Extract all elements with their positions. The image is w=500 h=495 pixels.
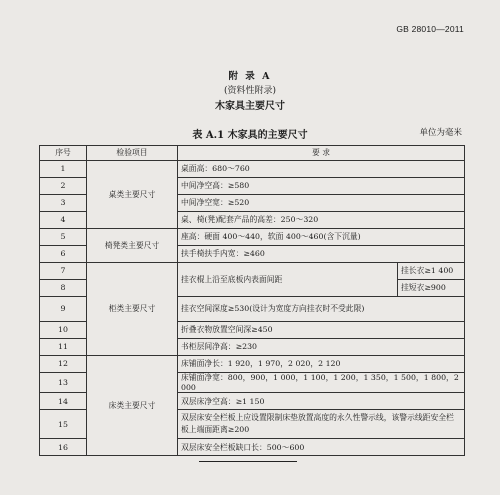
- row-requirement: 桌、椅(凳)配套产品的高差：250～320: [178, 212, 465, 229]
- row-requirement: 桌面高：680～760: [178, 161, 465, 178]
- row-sub-requirement: 挂长衣≥1 400: [398, 263, 465, 280]
- row-no: 6: [40, 246, 87, 263]
- row-no: 15: [40, 410, 87, 439]
- row-requirement: 中间净空高：≥580: [178, 178, 465, 195]
- row-requirement: 中间净空宽：≥520: [178, 195, 465, 212]
- table-caption: 表 A.1 木家具的主要尺寸: [192, 130, 308, 141]
- row-no: 3: [40, 195, 87, 212]
- row-requirement: 扶手椅扶手内宽：≥460: [178, 246, 465, 263]
- category-desk: 桌类主要尺寸: [87, 161, 178, 229]
- row-no: 4: [40, 212, 87, 229]
- table-row: [40, 263, 465, 280]
- appendix-title: 附 录 A: [228, 71, 272, 82]
- row-no: 1: [40, 161, 87, 178]
- header-item: 检验项目: [87, 146, 178, 161]
- end-rule: [199, 461, 297, 462]
- table-row: [40, 229, 465, 246]
- row-requirement: 挂衣空间深度≥530(设计为宽度方向挂衣时不受此限): [178, 297, 465, 322]
- row-no: 11: [40, 339, 87, 356]
- unit-note: 单位为毫米: [419, 128, 462, 138]
- row-no: 14: [40, 393, 87, 410]
- row-requirement: 书柜层间净高：≥230: [178, 339, 465, 356]
- row-no: 5: [40, 229, 87, 246]
- category-cabinet: 柜类主要尺寸: [87, 263, 178, 356]
- standard-code: GB 28010—2011: [396, 24, 464, 34]
- row-no: 2: [40, 178, 87, 195]
- appendix-name: 木家具主要尺寸: [215, 101, 285, 112]
- appendix-nature: (资料性附录): [223, 86, 277, 96]
- row-no: 9: [40, 297, 87, 322]
- category-chair: 椅凳类主要尺寸: [87, 229, 178, 263]
- table-header-row: [40, 146, 465, 161]
- row-requirement: 床铺面净宽：800，900，1 000，1 100，1 200，1 350，1 500，1 800，2 000: [178, 373, 465, 393]
- row-no: 10: [40, 322, 87, 339]
- row-no: 13: [40, 373, 87, 393]
- header-requirement: 要 求: [178, 146, 465, 161]
- dimensions-table: [39, 145, 465, 456]
- header-no: 序号: [40, 146, 87, 161]
- row-requirement: 挂衣棍上沿至底板内表面间距: [178, 263, 398, 297]
- row-requirement: 座高：硬面 400～440，软面 400～460(含下沉量): [178, 229, 465, 246]
- category-bed: 床类主要尺寸: [87, 356, 178, 456]
- table-row: [40, 356, 465, 373]
- row-requirement: 双层床净空高：≥1 150: [178, 393, 465, 410]
- row-requirement: 双层床安全栏板上应设置限制床垫放置高度的永久性警示线，该警示线距安全栏板上端面距离≥200: [178, 410, 465, 439]
- table-row: [40, 161, 465, 178]
- row-no: 8: [40, 280, 87, 297]
- row-requirement: 双层床安全栏板缺口长：500～600: [178, 439, 465, 456]
- row-sub-requirement: 挂短衣≥900: [398, 280, 465, 297]
- row-requirement: 床铺面净长：1 920，1 970，2 020，2 120: [178, 356, 465, 373]
- row-no: 12: [40, 356, 87, 373]
- row-no: 16: [40, 439, 87, 456]
- row-requirement: 折叠衣物放置空间深≥450: [178, 322, 465, 339]
- row-no: 7: [40, 263, 87, 280]
